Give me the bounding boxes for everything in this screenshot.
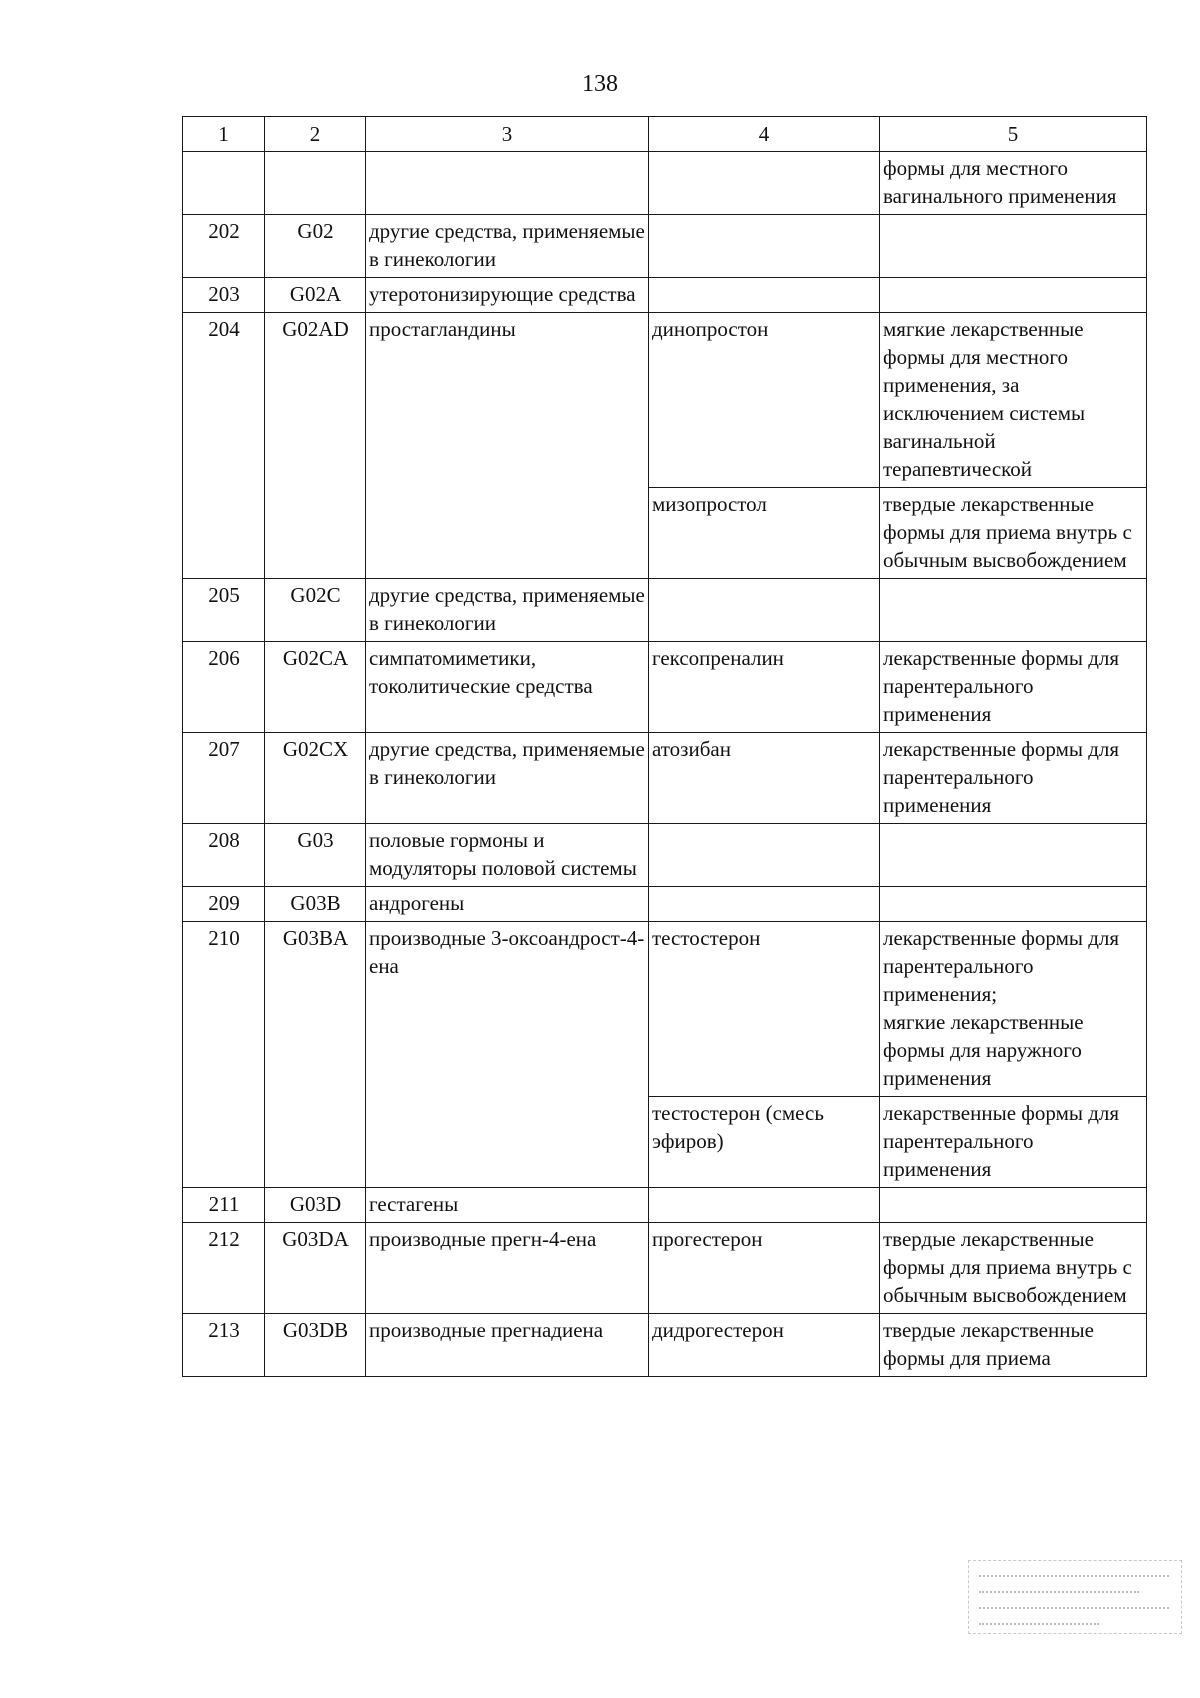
table-row — [183, 733, 1147, 824]
drug-name — [649, 887, 880, 922]
stamp-line — [979, 1623, 1099, 1625]
group-name: простагландины — [366, 313, 649, 579]
group-name: производные 3-оксоандрост-4-ена — [366, 922, 649, 1188]
atc-code: G02CX — [265, 733, 366, 824]
stamp-line — [979, 1575, 1169, 1577]
header-row — [183, 117, 1147, 152]
group-name: другие средства, применяемые в гинекологии — [366, 215, 649, 278]
table-row — [183, 278, 1147, 313]
row-number: 211 — [183, 1188, 265, 1223]
medication-table — [182, 116, 1147, 1377]
column-header-5: 5 — [880, 117, 1147, 152]
row-number: 213 — [183, 1314, 265, 1377]
row-number — [183, 152, 265, 215]
dosage-form: твердые лекарственные формы для приема внутрь с обычным высвобождением — [880, 488, 1147, 579]
table-row — [183, 1188, 1147, 1223]
group-name: симпатомиметики, токолитические средства — [366, 642, 649, 733]
drug-name: прогестерон — [649, 1223, 880, 1314]
table-row — [183, 1314, 1147, 1377]
group-name: производные прегнадиена — [366, 1314, 649, 1377]
table-row — [183, 642, 1147, 733]
atc-code: G02C — [265, 579, 366, 642]
stamp-line — [979, 1591, 1139, 1593]
row-number: 210 — [183, 922, 265, 1188]
column-header-2: 2 — [265, 117, 366, 152]
drug-name — [649, 215, 880, 278]
atc-code: G02 — [265, 215, 366, 278]
atc-code: G02CA — [265, 642, 366, 733]
atc-code: G03DB — [265, 1314, 366, 1377]
atc-code: G02AD — [265, 313, 366, 579]
atc-code: G03DA — [265, 1223, 366, 1314]
group-name: гестагены — [366, 1188, 649, 1223]
dosage-form: лекарственные формы для парентерального применения — [880, 642, 1147, 733]
dosage-form — [880, 579, 1147, 642]
group-name: другие средства, применяемые в гинекологии — [366, 733, 649, 824]
dosage-form: лекарственные формы для парентерального применения — [880, 1097, 1147, 1188]
table-row — [183, 922, 1147, 1097]
page-number: 138 — [582, 71, 618, 97]
table-row — [183, 313, 1147, 488]
group-name — [366, 152, 649, 215]
dosage-form — [880, 1188, 1147, 1223]
table-row — [183, 215, 1147, 278]
atc-code: G03D — [265, 1188, 366, 1223]
row-number: 203 — [183, 278, 265, 313]
stamp-mark — [968, 1560, 1182, 1634]
drug-name: гексопреналин — [649, 642, 880, 733]
table-row — [183, 887, 1147, 922]
drug-name — [649, 579, 880, 642]
row-number: 205 — [183, 579, 265, 642]
drug-name: тестостерон (смесь эфиров) — [649, 1097, 880, 1188]
atc-code: G02A — [265, 278, 366, 313]
group-name: производные прегн-4-ена — [366, 1223, 649, 1314]
column-header-1: 1 — [183, 117, 265, 152]
atc-code: G03B — [265, 887, 366, 922]
dosage-form: мягкие лекарственные формы для местного применения, за исключением системы вагинальной терапевтической — [880, 313, 1147, 488]
drug-name: динопростон — [649, 313, 880, 488]
row-number: 202 — [183, 215, 265, 278]
group-name: половые гормоны и модуляторы половой системы — [366, 824, 649, 887]
atc-code: G03BA — [265, 922, 366, 1188]
drug-name: мизопростол — [649, 488, 880, 579]
dosage-form: лекарственные формы для парентерального применения; мягкие лекарственные формы для наружного применения — [880, 922, 1147, 1097]
drug-name — [649, 1188, 880, 1223]
column-header-3: 3 — [366, 117, 649, 152]
dosage-form: лекарственные формы для парентерального применения — [880, 733, 1147, 824]
table-row — [183, 824, 1147, 887]
drug-name: дидрогестерон — [649, 1314, 880, 1377]
table-row — [183, 1223, 1147, 1314]
row-number: 208 — [183, 824, 265, 887]
group-name: андрогены — [366, 887, 649, 922]
stamp-line — [979, 1607, 1169, 1609]
dosage-form — [880, 824, 1147, 887]
row-number: 206 — [183, 642, 265, 733]
dosage-form — [880, 215, 1147, 278]
dosage-form — [880, 887, 1147, 922]
row-number: 204 — [183, 313, 265, 579]
dosage-form: твердые лекарственные формы для приема — [880, 1314, 1147, 1377]
dosage-form: формы для местного вагинального применения — [880, 152, 1147, 215]
column-header-4: 4 — [649, 117, 880, 152]
row-number: 212 — [183, 1223, 265, 1314]
dosage-form: твердые лекарственные формы для приема внутрь с обычным высвобождением — [880, 1223, 1147, 1314]
atc-code: G03 — [265, 824, 366, 887]
drug-name — [649, 152, 880, 215]
drug-name: тестостерон — [649, 922, 880, 1097]
drug-name — [649, 824, 880, 887]
table-row — [183, 152, 1147, 215]
drug-name: атозибан — [649, 733, 880, 824]
row-number: 207 — [183, 733, 265, 824]
group-name: утеротонизирующие средства — [366, 278, 649, 313]
group-name: другие средства, применяемые в гинекологии — [366, 579, 649, 642]
drug-name — [649, 278, 880, 313]
table-body — [183, 152, 1147, 1377]
dosage-form — [880, 278, 1147, 313]
table-row — [183, 579, 1147, 642]
atc-code — [265, 152, 366, 215]
row-number: 209 — [183, 887, 265, 922]
